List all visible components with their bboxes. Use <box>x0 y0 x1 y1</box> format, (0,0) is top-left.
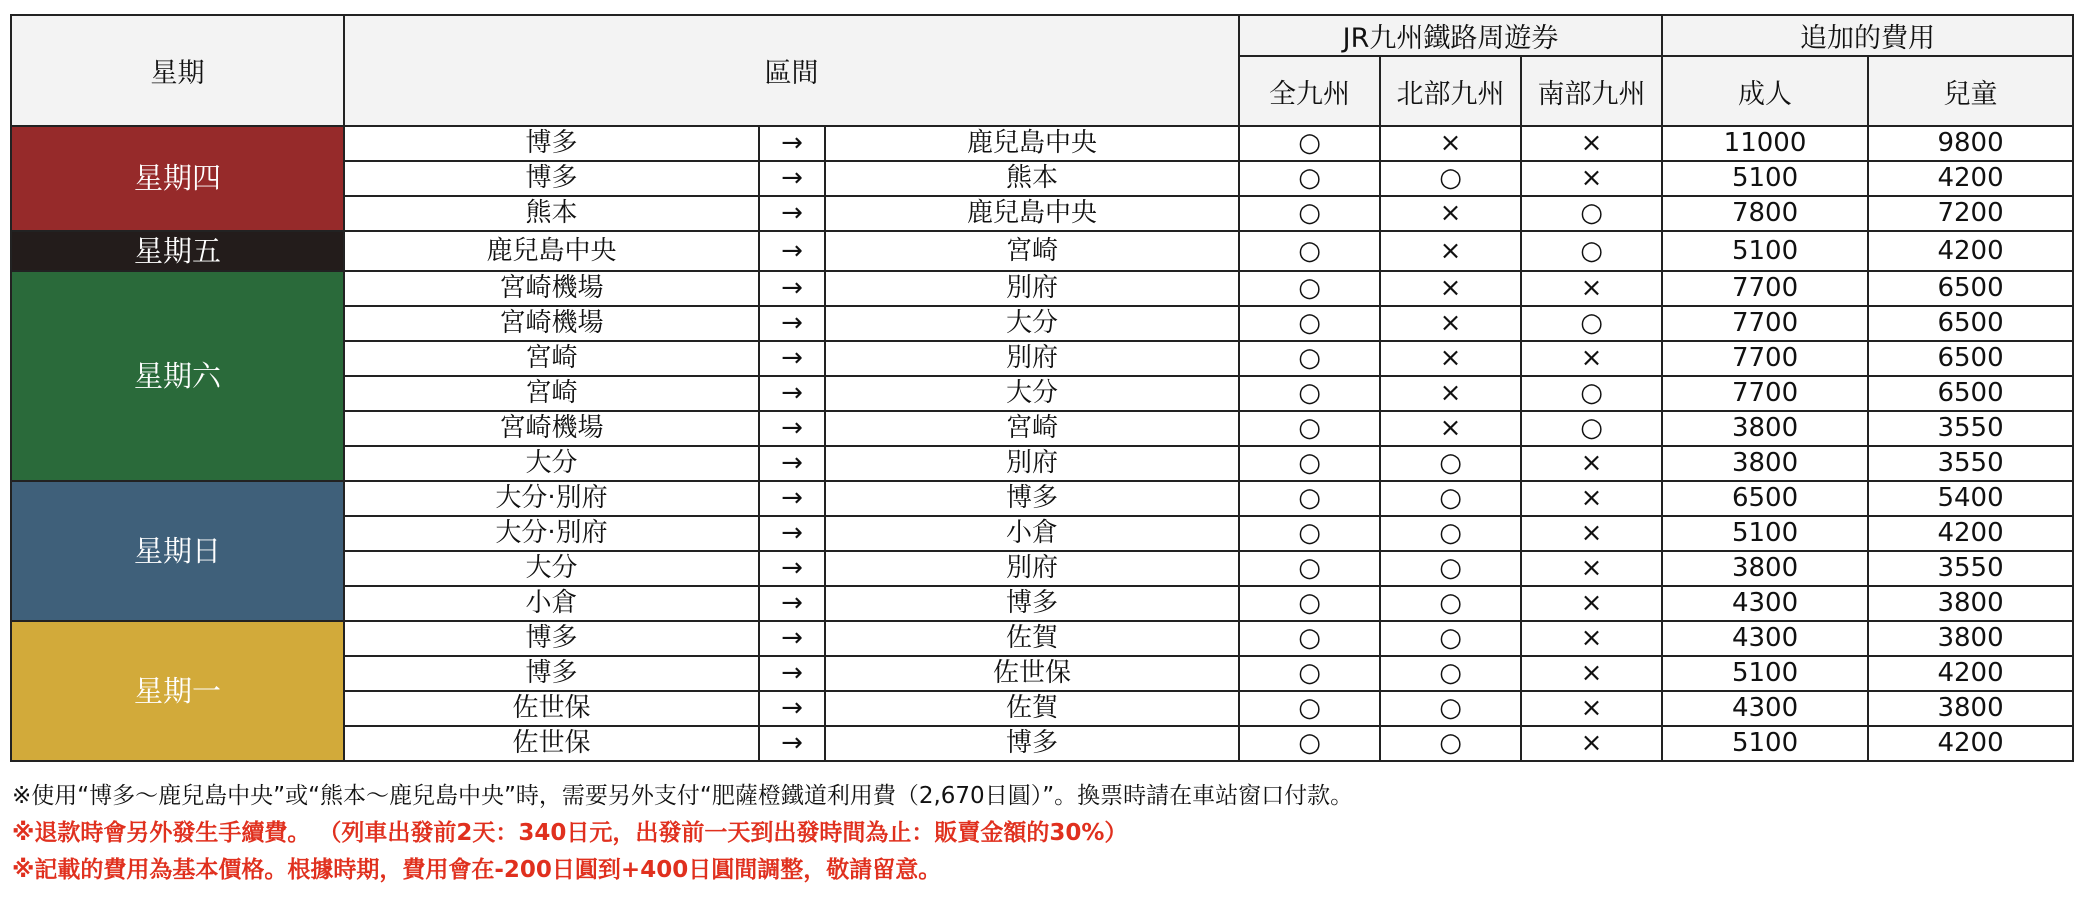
header-pass-group: JR九州鐵路周遊券 <box>1239 15 1662 56</box>
header-pass-south: 南部九州 <box>1521 56 1662 126</box>
arrow-cell: → <box>759 161 825 196</box>
from-station: 熊本 <box>344 196 759 231</box>
to-station: 小倉 <box>825 516 1239 551</box>
to-station: 別府 <box>825 551 1239 586</box>
pass-north-cell: ○ <box>1380 656 1521 691</box>
to-station: 熊本 <box>825 161 1239 196</box>
pass-all-cell: ○ <box>1239 586 1380 621</box>
table-row <box>11 231 2073 271</box>
to-station: 大分 <box>825 306 1239 341</box>
header-pass-north: 北部九州 <box>1380 56 1521 126</box>
fee-child-cell: 7200 <box>1868 196 2073 231</box>
to-station: 博多 <box>825 586 1239 621</box>
pass-all-cell: ○ <box>1239 411 1380 446</box>
header-fee-adult: 成人 <box>1662 56 1868 126</box>
pass-south-cell: × <box>1521 481 1662 516</box>
fee-adult-cell: 7800 <box>1662 196 1868 231</box>
arrow-cell: → <box>759 376 825 411</box>
fee-adult-cell: 3800 <box>1662 411 1868 446</box>
arrow-cell: → <box>759 516 825 551</box>
pass-north-cell: ○ <box>1380 551 1521 586</box>
pass-north-cell: ○ <box>1380 481 1521 516</box>
fee-child-cell: 3800 <box>1868 586 2073 621</box>
note-line: ※記載的費用為基本價格。根據時期，費用會在-200日圓到+400日圓間調整，敬請留意。 <box>12 857 942 883</box>
pass-south-cell: × <box>1521 726 1662 761</box>
pass-south-cell: ○ <box>1521 196 1662 231</box>
to-station: 佐賀 <box>825 691 1239 726</box>
to-station: 鹿兒島中央 <box>825 196 1239 231</box>
pass-all-cell: ○ <box>1239 621 1380 656</box>
table-row <box>11 271 2073 306</box>
pass-north-cell: ○ <box>1380 446 1521 481</box>
from-station: 大分‧別府 <box>344 481 759 516</box>
pass-south-cell: ○ <box>1521 411 1662 446</box>
table-header <box>11 15 2073 126</box>
pass-south-cell: ○ <box>1521 306 1662 341</box>
table-row <box>11 621 2073 656</box>
from-station: 佐世保 <box>344 726 759 761</box>
pass-all-cell: ○ <box>1239 691 1380 726</box>
pass-north-cell: × <box>1380 196 1521 231</box>
to-station: 佐賀 <box>825 621 1239 656</box>
arrow-cell: → <box>759 481 825 516</box>
arrow-cell: → <box>759 551 825 586</box>
fee-child-cell: 6500 <box>1868 271 2073 306</box>
pass-north-cell: × <box>1380 341 1521 376</box>
table-row <box>11 481 2073 516</box>
table-body <box>11 126 2073 761</box>
pass-south-cell: × <box>1521 621 1662 656</box>
fee-child-cell: 6500 <box>1868 376 2073 411</box>
from-station: 大分 <box>344 446 759 481</box>
pass-north-cell: ○ <box>1380 621 1521 656</box>
pass-south-cell: ○ <box>1521 376 1662 411</box>
note-line: ※使用“博多～鹿兒島中央”或“熊本～鹿兒島中央”時，需要另外支付“肥薩橙鐵道利用費（2,670日圓）”。換票時請在車站窗口付款。 <box>12 783 1354 809</box>
fee-child-cell: 3800 <box>1868 621 2073 656</box>
fee-child-cell: 4200 <box>1868 231 2073 271</box>
notes <box>12 778 2072 889</box>
pass-north-cell: × <box>1380 126 1521 161</box>
from-station: 小倉 <box>344 586 759 621</box>
pass-north-cell: ○ <box>1380 691 1521 726</box>
arrow-cell: → <box>759 621 825 656</box>
fee-child-cell: 9800 <box>1868 126 2073 161</box>
fare-table <box>10 14 2074 762</box>
fee-child-cell: 3800 <box>1868 691 2073 726</box>
arrow-cell: → <box>759 411 825 446</box>
from-station: 博多 <box>344 656 759 691</box>
pass-north-cell: ○ <box>1380 586 1521 621</box>
pass-south-cell: × <box>1521 126 1662 161</box>
pass-north-cell: × <box>1380 376 1521 411</box>
to-station: 別府 <box>825 271 1239 306</box>
header-section: 區間 <box>344 15 1239 126</box>
to-station: 宮崎 <box>825 411 1239 446</box>
fee-child-cell: 3550 <box>1868 411 2073 446</box>
from-station: 博多 <box>344 161 759 196</box>
from-station: 博多 <box>344 621 759 656</box>
pass-south-cell: × <box>1521 551 1662 586</box>
pass-south-cell: × <box>1521 161 1662 196</box>
pass-all-cell: ○ <box>1239 446 1380 481</box>
from-station: 大分 <box>344 551 759 586</box>
fee-adult-cell: 6500 <box>1662 481 1868 516</box>
fee-adult-cell: 4300 <box>1662 586 1868 621</box>
fee-adult-cell: 7700 <box>1662 341 1868 376</box>
day-cell-saturday: 星期六 <box>11 271 344 481</box>
fee-adult-cell: 4300 <box>1662 621 1868 656</box>
pass-north-cell: × <box>1380 306 1521 341</box>
arrow-cell: → <box>759 446 825 481</box>
fee-child-cell: 4200 <box>1868 161 2073 196</box>
to-station: 宮崎 <box>825 231 1239 271</box>
pass-all-cell: ○ <box>1239 231 1380 271</box>
from-station: 宮崎 <box>344 376 759 411</box>
fee-child-cell: 6500 <box>1868 341 2073 376</box>
day-cell-thursday: 星期四 <box>11 126 344 231</box>
pass-all-cell: ○ <box>1239 656 1380 691</box>
to-station: 別府 <box>825 446 1239 481</box>
fee-child-cell: 3550 <box>1868 446 2073 481</box>
to-station: 大分 <box>825 376 1239 411</box>
from-station: 鹿兒島中央 <box>344 231 759 271</box>
pass-south-cell: × <box>1521 656 1662 691</box>
fee-adult-cell: 7700 <box>1662 306 1868 341</box>
fee-child-cell: 5400 <box>1868 481 2073 516</box>
from-station: 宮崎機場 <box>344 271 759 306</box>
pass-all-cell: ○ <box>1239 516 1380 551</box>
arrow-cell: → <box>759 656 825 691</box>
from-station: 大分‧別府 <box>344 516 759 551</box>
pass-south-cell: × <box>1521 446 1662 481</box>
header-pass-all: 全九州 <box>1239 56 1380 126</box>
fee-child-cell: 4200 <box>1868 726 2073 761</box>
fee-adult-cell: 5100 <box>1662 656 1868 691</box>
fee-child-cell: 6500 <box>1868 306 2073 341</box>
fee-child-cell: 4200 <box>1868 516 2073 551</box>
pass-north-cell: ○ <box>1380 726 1521 761</box>
pass-south-cell: × <box>1521 516 1662 551</box>
day-cell-monday: 星期一 <box>11 621 344 761</box>
arrow-cell: → <box>759 586 825 621</box>
fee-adult-cell: 7700 <box>1662 271 1868 306</box>
arrow-cell: → <box>759 271 825 306</box>
pass-south-cell: × <box>1521 691 1662 726</box>
arrow-cell: → <box>759 726 825 761</box>
fee-adult-cell: 5100 <box>1662 726 1868 761</box>
arrow-cell: → <box>759 231 825 271</box>
fee-child-cell: 3550 <box>1868 551 2073 586</box>
from-station: 宮崎機場 <box>344 306 759 341</box>
pass-all-cell: ○ <box>1239 271 1380 306</box>
fee-child-cell: 4200 <box>1868 656 2073 691</box>
arrow-cell: → <box>759 306 825 341</box>
to-station: 鹿兒島中央 <box>825 126 1239 161</box>
day-cell-sunday: 星期日 <box>11 481 344 621</box>
pass-all-cell: ○ <box>1239 126 1380 161</box>
to-station: 別府 <box>825 341 1239 376</box>
pass-all-cell: ○ <box>1239 196 1380 231</box>
pass-north-cell: × <box>1380 411 1521 446</box>
pass-south-cell: × <box>1521 341 1662 376</box>
arrow-cell: → <box>759 196 825 231</box>
from-station: 宮崎機場 <box>344 411 759 446</box>
pass-all-cell: ○ <box>1239 726 1380 761</box>
arrow-cell: → <box>759 126 825 161</box>
pass-all-cell: ○ <box>1239 376 1380 411</box>
pass-south-cell: × <box>1521 586 1662 621</box>
pass-north-cell: × <box>1380 231 1521 271</box>
header-fee-group: 追加的費用 <box>1662 15 2073 56</box>
pass-all-cell: ○ <box>1239 306 1380 341</box>
arrow-cell: → <box>759 341 825 376</box>
pass-all-cell: ○ <box>1239 551 1380 586</box>
day-cell-friday: 星期五 <box>11 231 344 271</box>
header-fee-child: 兒童 <box>1868 56 2073 126</box>
table-row <box>11 126 2073 161</box>
pass-north-cell: ○ <box>1380 516 1521 551</box>
pass-south-cell: ○ <box>1521 231 1662 271</box>
fee-adult-cell: 5100 <box>1662 161 1868 196</box>
pass-all-cell: ○ <box>1239 481 1380 516</box>
to-station: 佐世保 <box>825 656 1239 691</box>
note-line: ※退款時會另外發生手續費。 （列車出發前2天：340日元，出發前一天到出發時間為止：販賣金額的30%） <box>12 820 1128 846</box>
fee-adult-cell: 3800 <box>1662 551 1868 586</box>
fee-adult-cell: 4300 <box>1662 691 1868 726</box>
fee-adult-cell: 3800 <box>1662 446 1868 481</box>
pass-all-cell: ○ <box>1239 341 1380 376</box>
pass-all-cell: ○ <box>1239 161 1380 196</box>
to-station: 博多 <box>825 481 1239 516</box>
from-station: 佐世保 <box>344 691 759 726</box>
pass-north-cell: × <box>1380 271 1521 306</box>
fee-adult-cell: 5100 <box>1662 516 1868 551</box>
arrow-cell: → <box>759 691 825 726</box>
pass-north-cell: ○ <box>1380 161 1521 196</box>
to-station: 博多 <box>825 726 1239 761</box>
header-day: 星期 <box>11 15 344 126</box>
from-station: 宮崎 <box>344 341 759 376</box>
pass-south-cell: × <box>1521 271 1662 306</box>
fee-adult-cell: 5100 <box>1662 231 1868 271</box>
from-station: 博多 <box>344 126 759 161</box>
fee-adult-cell: 7700 <box>1662 376 1868 411</box>
fee-adult-cell: 11000 <box>1662 126 1868 161</box>
